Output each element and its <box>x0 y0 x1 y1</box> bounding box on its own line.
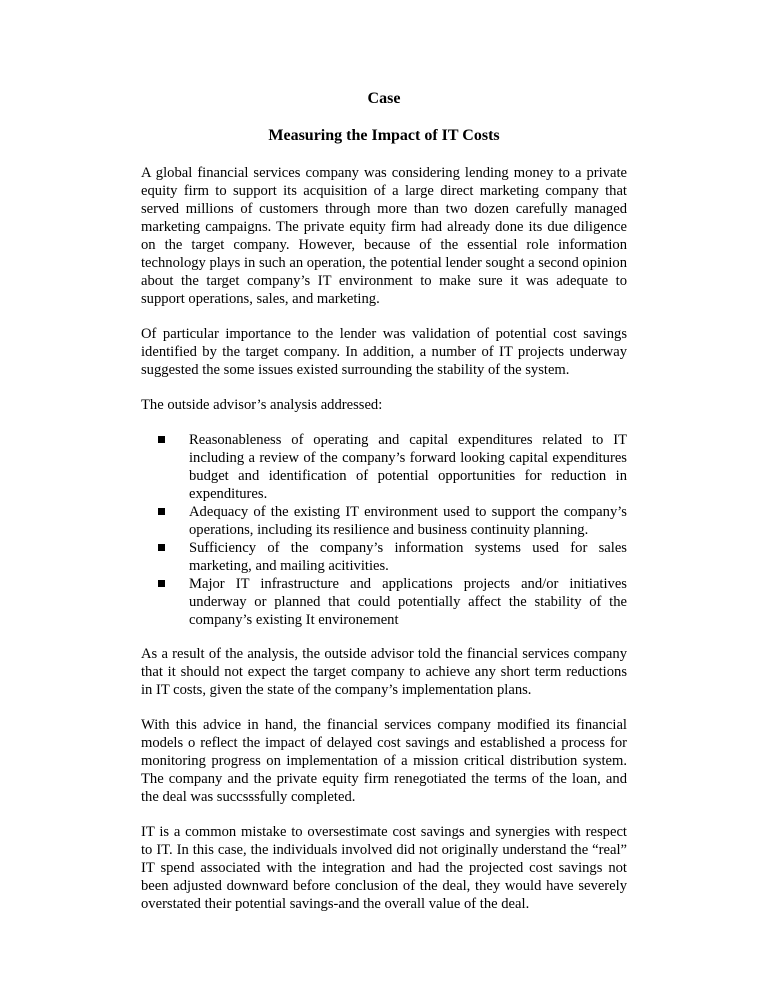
bullet-text: Major IT infrastructure and applications projects and/or initiatives underway or planned that could potentially affect the stability of the company’s existing It environement <box>189 576 627 628</box>
bullet-item <box>141 575 627 629</box>
document-page <box>141 90 627 930</box>
bullet-item <box>141 431 627 503</box>
paragraph-conclusion: IT is a common mistake to oversestimate cost savings and synergies with respect to IT. In this case, the individuals involved did not originally understand the “real” IT spend associated with the integration and had the projected cost savings not been adjusted downward before conclusion of the deal, they would have severely overstated their potential savings-and the overall value of the deal. <box>141 824 627 912</box>
paragraph-result: As a result of the analysis, the outside advisor told the financial services company that it should not expect the target company to achieve any short term reductions in IT costs, given the state of the company’s implementation plans. <box>141 646 627 698</box>
bullet-item <box>141 503 627 539</box>
case-label: Case <box>367 90 401 107</box>
square-bullet-icon <box>158 508 165 515</box>
square-bullet-icon <box>158 544 165 551</box>
bullet-item <box>141 539 627 575</box>
paragraph-intro-1: A global financial services company was considering lending money to a private equity firm to support its acquisition of a large direct marketing company that served millions of customers through more than two dozen carefully managed marketing campaigns. The private equity firm had already done its due diligence on the target company. However, because of the essential role information technology plays in such an operation, the potential lender sought a second opinion about the target company’s IT environment to make sure it was adequate to support operations, sales, and marketing. <box>141 165 627 307</box>
document-title: Measuring the Impact of IT Costs <box>268 127 500 144</box>
bullet-text: Reasonableness of operating and capital expenditures related to IT including a review of the company’s forward looking capital expenditures budget and identification of potential opportunities for reduction in expenditures. <box>189 432 627 502</box>
square-bullet-icon <box>158 580 165 587</box>
square-bullet-icon <box>158 436 165 443</box>
paragraph-analysis-lead: The outside advisor’s analysis addressed: <box>141 397 383 413</box>
bullet-text: Sufficiency of the company’s information systems used for sales marketing, and mailing acitivities. <box>189 540 627 574</box>
paragraph-advice: With this advice in hand, the financial services company modified its financial models o reflect the impact of delayed cost savings and established a process for monitoring progress on implementation of a mission critical distribution system. The company and the private equity firm renegotiated the terms of the loan, and the deal was succsssfully completed. <box>141 717 627 805</box>
paragraph-intro-2: Of particular importance to the lender was validation of potential cost savings identified by the target company. In addition, a number of IT projects underway suggested the some issues existed surrounding the stability of the system. <box>141 326 627 378</box>
analysis-bullet-list <box>141 431 627 629</box>
bullet-text: Adequacy of the existing IT environment used to support the company’s operations, including its resilience and business continuity planning. <box>189 504 627 538</box>
